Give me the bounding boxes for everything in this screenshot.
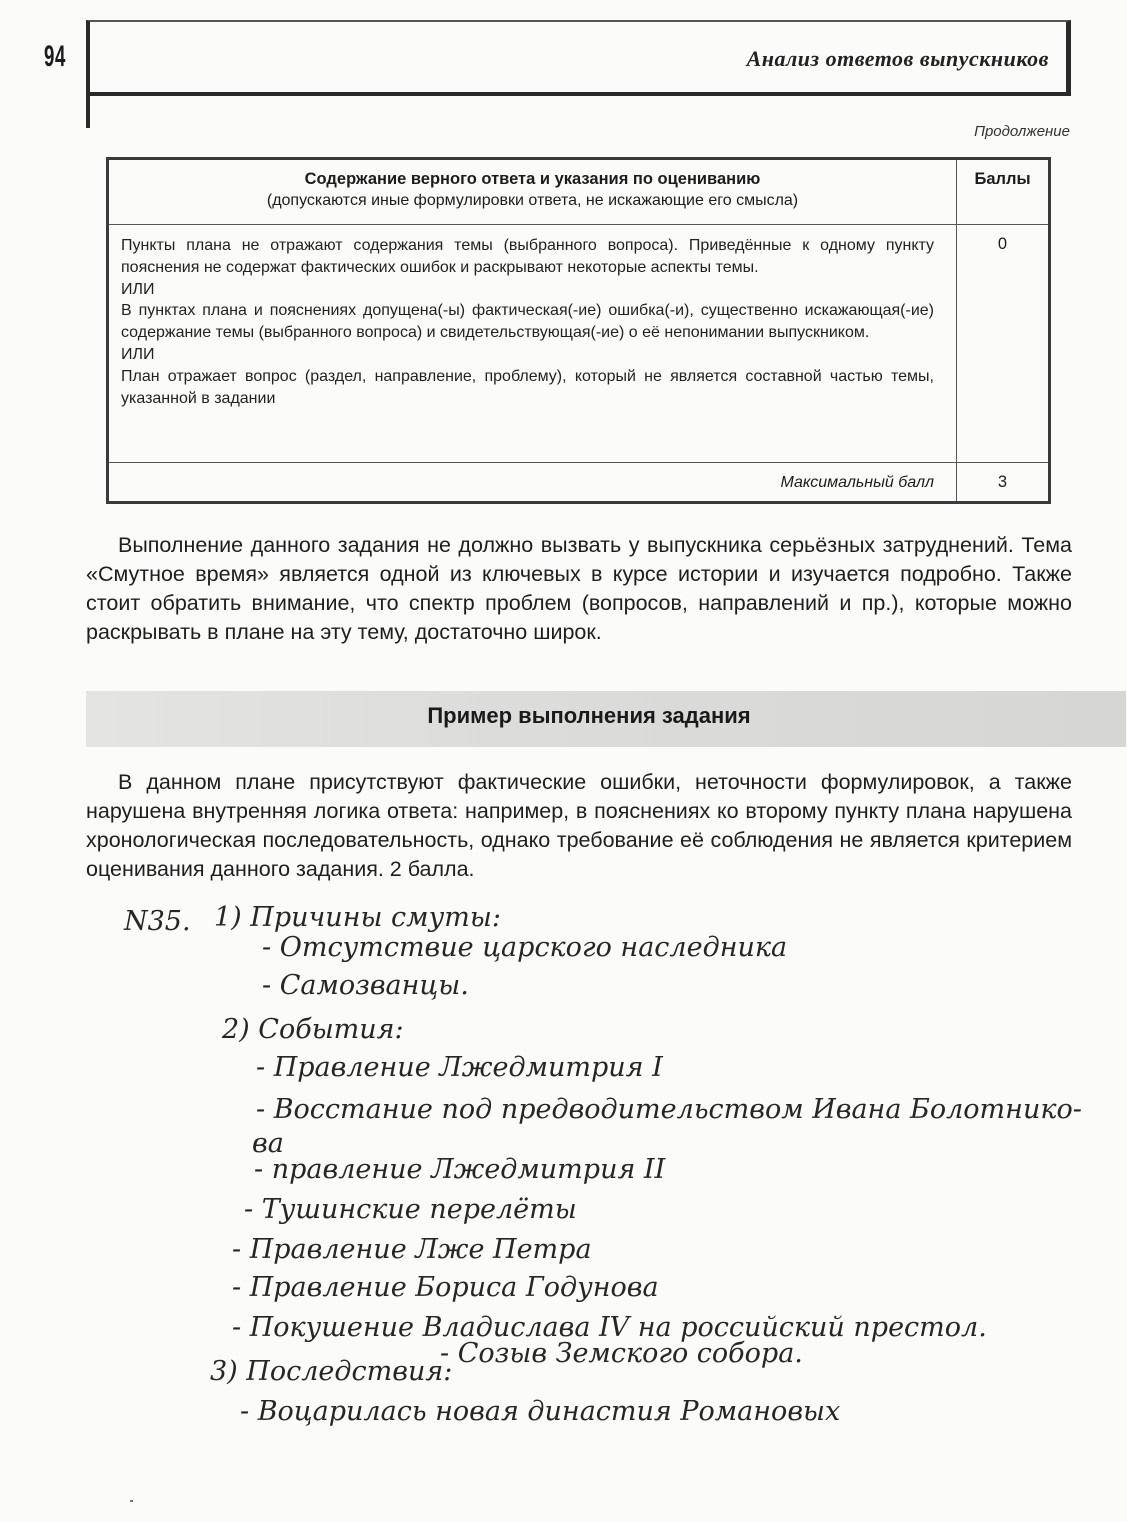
handwritten-line: - Восстание под предводительством Ивана Болотнико- xyxy=(256,1094,1082,1125)
handwritten-answer xyxy=(0,890,1127,1450)
scan-speck xyxy=(130,1500,133,1502)
handwritten-line: - Самозванцы. xyxy=(262,970,469,1001)
points-header-cell: Баллы xyxy=(957,159,1050,225)
criterion-line: Пункты плана не отражают содержания темы (выбранного вопроса). Приведённые к одному пункту пояснения не содержат фактических ошибок и раскрывают некоторые аспекты темы. xyxy=(121,237,934,276)
example-assessment-paragraph: В данном плане присутствуют фактические ошибки, неточности формулировок, а также нарушена внутренняя логика ответа: например, в пояснениях ко второму пункту плана нарушена хронологическая последовательность, однако требование её соблюдения не является критерием оценивания данного задания. 2 балла. xyxy=(86,770,1072,881)
handwritten-line: 3) Последствия: xyxy=(210,1356,453,1387)
section-heading: Пример выполнения задания xyxy=(427,703,751,728)
criterion-line: План отражает вопрос (раздел, направление, проблему), который не является составной частью темы, указанной в задании xyxy=(121,367,934,407)
running-header-title: Анализ ответов выпускников xyxy=(746,46,1049,71)
criterion-line: В пунктах плана и пояснениях допущена(-ы) фактическая(-ие) ошибка(-и), существенно искажающая(-ие) содержание темы (выбранного вопроса) и свидетельствующая(-ие) о её непонимании выпускником. xyxy=(121,302,934,342)
criterion-line: ИЛИ xyxy=(121,280,155,298)
handwritten-line: 1) Причины смуты: xyxy=(214,902,501,933)
handwritten-line: - Покушение Владислава IV на российский престол. xyxy=(232,1312,987,1343)
table-row xyxy=(108,225,1050,463)
handwritten-line: - Созыв Земского собора. xyxy=(440,1338,803,1369)
table-header-row xyxy=(108,159,1050,225)
criterion-line: ИЛИ xyxy=(121,345,155,363)
handwritten-line: - Правление Лже Петра xyxy=(232,1234,592,1265)
page-number: 94 xyxy=(44,40,66,73)
handwritten-line: - Тушинские перелёты xyxy=(244,1194,577,1225)
criteria-header-title: Содержание верного ответа и указания по оцениванию xyxy=(304,170,761,188)
header-divider xyxy=(86,94,90,128)
handwritten-line: ва xyxy=(252,1128,284,1159)
handwritten-line: - правление Лжедмитрия II xyxy=(254,1154,666,1185)
grading-criteria-table xyxy=(106,157,1051,504)
handwritten-line: - Правление Бориса Годунова xyxy=(232,1272,659,1303)
criterion-text-cell xyxy=(108,225,957,463)
max-score-value: 3 xyxy=(957,463,1050,503)
handwritten-number: N35. xyxy=(124,906,191,937)
handwritten-line: - Правление Лжедмитрия I xyxy=(256,1052,663,1083)
handwritten-line: 2) События: xyxy=(222,1014,404,1045)
table-row xyxy=(108,463,1050,503)
criteria-header-cell xyxy=(108,159,957,225)
criterion-score: 0 xyxy=(957,225,1050,463)
handwritten-line: - Отсутствие царского наследника xyxy=(262,932,788,963)
table-continuation-label: Продолжение xyxy=(974,123,1070,140)
task-commentary-paragraph: Выполнение данного задания не должно вызвать у выпускника серьёзных затруднений. Тема «Смутное время» является одной из ключевых в курсе истории и изучается подробно. Также стоит обратить внимание, что спектр проблем (вопросов, направлений и пр.), которые можно раскрывать в плане на эту тему, достаточно широк. xyxy=(86,533,1072,644)
handwritten-line: - Воцарилась новая династия Романовых xyxy=(240,1396,841,1427)
criteria-header-subtitle: (допускаются иные формулировки ответа, не искажающие его смысла) xyxy=(266,192,799,209)
max-score-label: Максимальный балл xyxy=(108,463,957,503)
